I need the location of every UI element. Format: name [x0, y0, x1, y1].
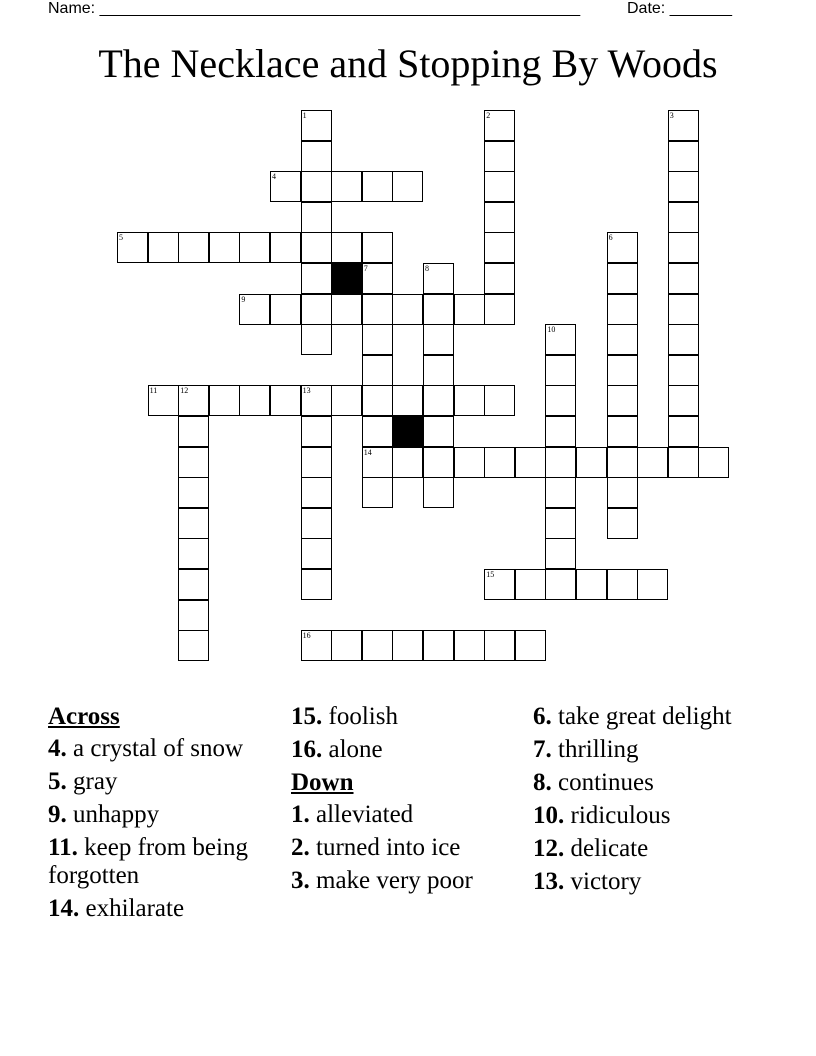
grid-cell[interactable] — [515, 569, 546, 600]
clue-across-14: 14. exhilarate — [48, 895, 185, 922]
grid-cell[interactable] — [454, 447, 485, 478]
grid-cell[interactable] — [239, 385, 270, 416]
grid-cell[interactable] — [362, 171, 393, 202]
grid-cell[interactable] — [484, 110, 515, 141]
grid-cell[interactable] — [392, 447, 423, 478]
clue-number: 8 — [425, 264, 429, 273]
clue-across-5: 5. gray — [48, 768, 118, 795]
grid-cell[interactable] — [668, 324, 699, 355]
clue-number: 7 — [363, 264, 368, 273]
clue-number: 10 — [547, 325, 556, 335]
grid-cell[interactable] — [607, 294, 638, 325]
clue-down-1: 1. alleviated — [291, 801, 414, 828]
down-heading: Down — [291, 769, 354, 796]
grid-cell[interactable] — [301, 538, 332, 569]
grid-cell[interactable] — [423, 447, 454, 478]
grid-cell[interactable] — [607, 263, 638, 294]
grid-cell[interactable] — [148, 385, 179, 416]
grid-cell[interactable] — [301, 447, 332, 478]
clue-number: 5 — [119, 233, 123, 243]
clue-number: 6 — [608, 233, 613, 243]
across-heading: Across — [48, 703, 120, 730]
grid-cell[interactable] — [484, 294, 515, 325]
grid-cell[interactable] — [331, 294, 362, 325]
clue-number: 4 — [272, 172, 276, 182]
grid-cell[interactable] — [484, 202, 515, 233]
clue-number: 12 — [180, 386, 189, 396]
grid-cell[interactable] — [607, 324, 638, 355]
grid-cell[interactable] — [484, 141, 515, 172]
grid-cell[interactable] — [270, 385, 301, 416]
grid-cell[interactable] — [515, 447, 546, 478]
grid-cell[interactable] — [178, 416, 209, 447]
grid-cell[interactable] — [423, 355, 454, 386]
grid-cell[interactable] — [362, 294, 393, 325]
grid-cell[interactable] — [331, 630, 362, 661]
clue-down-8: 8. continues — [533, 769, 654, 796]
grid-cell[interactable] — [362, 385, 393, 416]
grid-cell[interactable] — [117, 232, 148, 263]
grid-cell[interactable] — [423, 477, 454, 508]
grid-cell[interactable] — [178, 630, 209, 661]
clue-number: 2 — [486, 111, 491, 120]
grid-cell[interactable] — [668, 202, 699, 233]
grid-cell[interactable] — [301, 385, 332, 416]
grid-cell[interactable] — [607, 477, 638, 508]
clue-across-16: 16. alone — [291, 736, 383, 763]
grid-cell[interactable] — [484, 171, 515, 202]
grid-cell[interactable] — [668, 171, 699, 202]
grid-cell[interactable] — [576, 569, 607, 600]
grid-cell[interactable] — [301, 141, 332, 172]
grid-cell[interactable] — [484, 630, 515, 661]
clue-down-3: 3. make very poor — [291, 867, 473, 894]
grid-cell[interactable] — [484, 263, 515, 294]
grid-cell[interactable] — [178, 477, 209, 508]
grid-cell[interactable] — [301, 171, 332, 202]
clue-number: 11 — [149, 386, 158, 396]
clue-number: 3 — [669, 111, 674, 120]
grid-cell[interactable] — [301, 416, 332, 447]
grid-cell[interactable] — [331, 232, 362, 263]
grid-cell[interactable] — [178, 538, 209, 569]
grid-cell[interactable] — [484, 569, 515, 600]
page-title: The Necklace and Stopping By Woods — [98, 41, 718, 86]
grid-cell[interactable] — [545, 477, 576, 508]
grid-cell[interactable] — [270, 294, 301, 325]
grid-cell[interactable] — [545, 324, 576, 355]
grid-cell[interactable] — [423, 385, 454, 416]
grid-cell[interactable] — [178, 508, 209, 539]
grid-cell[interactable] — [423, 263, 454, 294]
grid-cell[interactable] — [392, 385, 423, 416]
grid-cell[interactable] — [178, 569, 209, 600]
grid-cell[interactable] — [637, 569, 668, 600]
grid-cell[interactable] — [545, 508, 576, 539]
grid-cell[interactable] — [668, 141, 699, 172]
grid-cell[interactable] — [698, 447, 729, 478]
grid-cell[interactable] — [545, 569, 576, 600]
clue-number: 13 — [302, 386, 311, 396]
grid-cell[interactable] — [607, 508, 638, 539]
grid-cell[interactable] — [668, 416, 699, 447]
grid-cell[interactable] — [178, 385, 209, 416]
grid-cell[interactable] — [668, 110, 699, 141]
grid-cell[interactable] — [362, 477, 393, 508]
clue-number: 14 — [363, 447, 372, 457]
grid-cell[interactable] — [484, 447, 515, 478]
grid-cell[interactable] — [545, 447, 576, 478]
grid-cell[interactable] — [668, 263, 699, 294]
grid-cell[interactable] — [423, 630, 454, 661]
grid-cell[interactable] — [607, 355, 638, 386]
grid-cell[interactable] — [392, 294, 423, 325]
grid-cell[interactable] — [362, 630, 393, 661]
grid-cell[interactable] — [484, 232, 515, 263]
grid-cell[interactable] — [301, 508, 332, 539]
clue-down-6: 6. take great delight — [533, 703, 732, 730]
grid-cell[interactable] — [362, 232, 393, 263]
grid-cell[interactable] — [637, 447, 668, 478]
grid-cell[interactable] — [515, 630, 546, 661]
grid-cell[interactable] — [668, 355, 699, 386]
grid-cell[interactable] — [301, 324, 332, 355]
clue-across-11: 11. keep from being forgotten — [48, 834, 248, 889]
grid-cell[interactable] — [454, 294, 485, 325]
grid-cell[interactable] — [301, 263, 332, 294]
grid-cell[interactable] — [607, 447, 638, 478]
grid-cell[interactable] — [576, 447, 607, 478]
grid-cell[interactable] — [607, 232, 638, 263]
grid-cell[interactable] — [362, 447, 393, 478]
grid-cell[interactable] — [209, 232, 240, 263]
grid-cell[interactable] — [545, 385, 576, 416]
grid-cell[interactable] — [301, 110, 332, 141]
grid-cell[interactable] — [362, 416, 393, 447]
clue-down-13: 13. victory — [533, 868, 642, 895]
black-square — [331, 263, 362, 294]
grid-cell[interactable] — [668, 232, 699, 263]
grid-cell[interactable] — [607, 416, 638, 447]
grid-cell[interactable] — [423, 294, 454, 325]
grid-cell[interactable] — [668, 294, 699, 325]
grid-cell[interactable] — [270, 232, 301, 263]
grid-cell[interactable] — [331, 385, 362, 416]
clue-across-9: 9. unhappy — [48, 801, 160, 828]
clues-column-1 — [48, 703, 278, 928]
grid-cell[interactable] — [178, 447, 209, 478]
grid-cell[interactable] — [178, 600, 209, 631]
grid-cell[interactable] — [362, 324, 393, 355]
grid-cell[interactable] — [239, 232, 270, 263]
grid-cell[interactable] — [545, 416, 576, 447]
grid-cell[interactable] — [301, 569, 332, 600]
clues-column-3 — [533, 703, 763, 901]
grid-cell[interactable] — [484, 385, 515, 416]
clue-across-15: 15. foolish — [291, 703, 398, 730]
clue-across-4: 4. a crystal of snow — [48, 735, 244, 762]
name-field[interactable]: Name: ______________________________________________________ — [48, 0, 581, 17]
grid-cell[interactable] — [239, 294, 270, 325]
grid-cell[interactable] — [148, 232, 179, 263]
grid-cell[interactable] — [545, 355, 576, 386]
grid-cell[interactable] — [301, 232, 332, 263]
clue-number: 15 — [486, 570, 495, 579]
clue-number: 9 — [241, 294, 246, 304]
grid-cell[interactable] — [454, 630, 485, 661]
grid-cell[interactable] — [178, 232, 209, 263]
clue-number: 16 — [302, 631, 311, 641]
grid-cell[interactable] — [270, 171, 301, 202]
clue-number: 1 — [302, 111, 307, 120]
grid-cell[interactable] — [454, 385, 485, 416]
grid-cell[interactable] — [362, 263, 393, 294]
grid-cell[interactable] — [392, 630, 423, 661]
grid-cell[interactable] — [668, 385, 699, 416]
grid-cell[interactable] — [301, 630, 332, 661]
grid-cell[interactable] — [301, 202, 332, 233]
grid-cell[interactable] — [209, 385, 240, 416]
grid-cell[interactable] — [362, 355, 393, 386]
grid-cell[interactable] — [392, 171, 423, 202]
clue-down-2: 2. turned into ice — [291, 834, 461, 861]
clue-down-10: 10. ridiculous — [533, 802, 671, 829]
grid-cell[interactable] — [331, 171, 362, 202]
grid-cell[interactable] — [607, 385, 638, 416]
clue-down-7: 7. thrilling — [533, 736, 639, 763]
grid-cell[interactable] — [668, 447, 699, 478]
black-square — [392, 416, 423, 447]
grid-cell[interactable] — [607, 569, 638, 600]
grid-cell[interactable] — [301, 294, 332, 325]
grid-cell[interactable] — [423, 416, 454, 447]
clues-column-2 — [291, 703, 521, 900]
grid-cell[interactable] — [301, 477, 332, 508]
clue-down-12: 12. delicate — [533, 835, 649, 862]
date-field[interactable]: Date: _______ — [627, 0, 732, 17]
grid-cell[interactable] — [423, 324, 454, 355]
grid-cell[interactable] — [545, 538, 576, 569]
